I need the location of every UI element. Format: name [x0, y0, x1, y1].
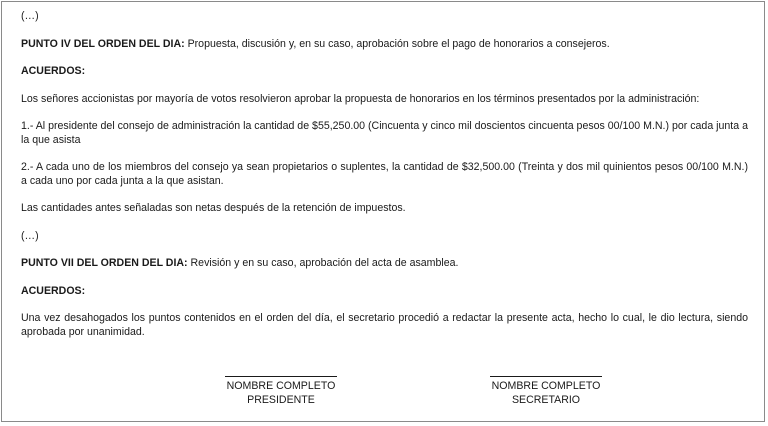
- punto-vii-text: Revisión y en su caso, aprobación del acta de asamblea.: [187, 257, 459, 269]
- punto-vii-paragraph: [21, 257, 748, 271]
- punto-vii-label: PUNTO VII DEL ORDEN DEL DIA:: [21, 257, 188, 269]
- acuerdos-heading-1: ACUERDOS:: [21, 65, 86, 77]
- resolution-intro: Los señores accionistas por mayoría de votos resolvieron aprobar la propuesta de honorarios en los términos presentados por la administración:: [21, 92, 700, 105]
- item-2-member-fee: 2.- A cada uno de los miembros del consejo ya sean propietarios o suplentes, la cantidad de $32,500.00 (Treinta y dos mil quinientos pesos 00/100 M.N.) a cada uno por cada junta a la que asistan.: [21, 161, 748, 187]
- net-amount-note: Las cantidades antes señaladas son netas después de la retención de impuestos.: [21, 202, 406, 214]
- document-page: [1, 1, 765, 422]
- president-role: PRESIDENTE: [247, 393, 315, 406]
- punto-iv-text: Propuesta, discusión y, en su caso, aprobación sobre el pago de honorarios a consejeros.: [184, 37, 610, 50]
- ellipsis-top: (…): [21, 10, 39, 22]
- signature-line-president: [225, 376, 337, 377]
- closing-paragraph: Una vez desahogados los puntos contenidos en el orden del día, el secretario procedió a redactar la presente acta, hecho lo cual, le dio lectura, siendo aprobada por unanimidad.: [21, 312, 748, 338]
- president-name: NOMBRE COMPLETO: [226, 380, 336, 392]
- signature-line-secretary: [490, 376, 602, 377]
- punto-iv-paragraph: [21, 38, 748, 52]
- acuerdos-heading-2: ACUERDOS:: [21, 284, 86, 297]
- signature-block-secretary: [490, 376, 602, 407]
- item-1-president-fee: 1.- Al presidente del consejo de administración la cantidad de $55,250.00 (Cincuenta y cinco mil doscientos cincuenta pesos 00/100 M.N.) por cada junta a la que asista: [21, 120, 748, 146]
- secretary-role: SECRETARIO: [511, 393, 581, 406]
- signature-block-president: [225, 376, 337, 407]
- secretary-name: NOMBRE COMPLETO: [491, 380, 601, 392]
- document-body: [21, 10, 748, 353]
- ellipsis-middle: (…): [21, 229, 39, 242]
- punto-iv-label: PUNTO IV DEL ORDEN DEL DIA:: [21, 37, 185, 50]
